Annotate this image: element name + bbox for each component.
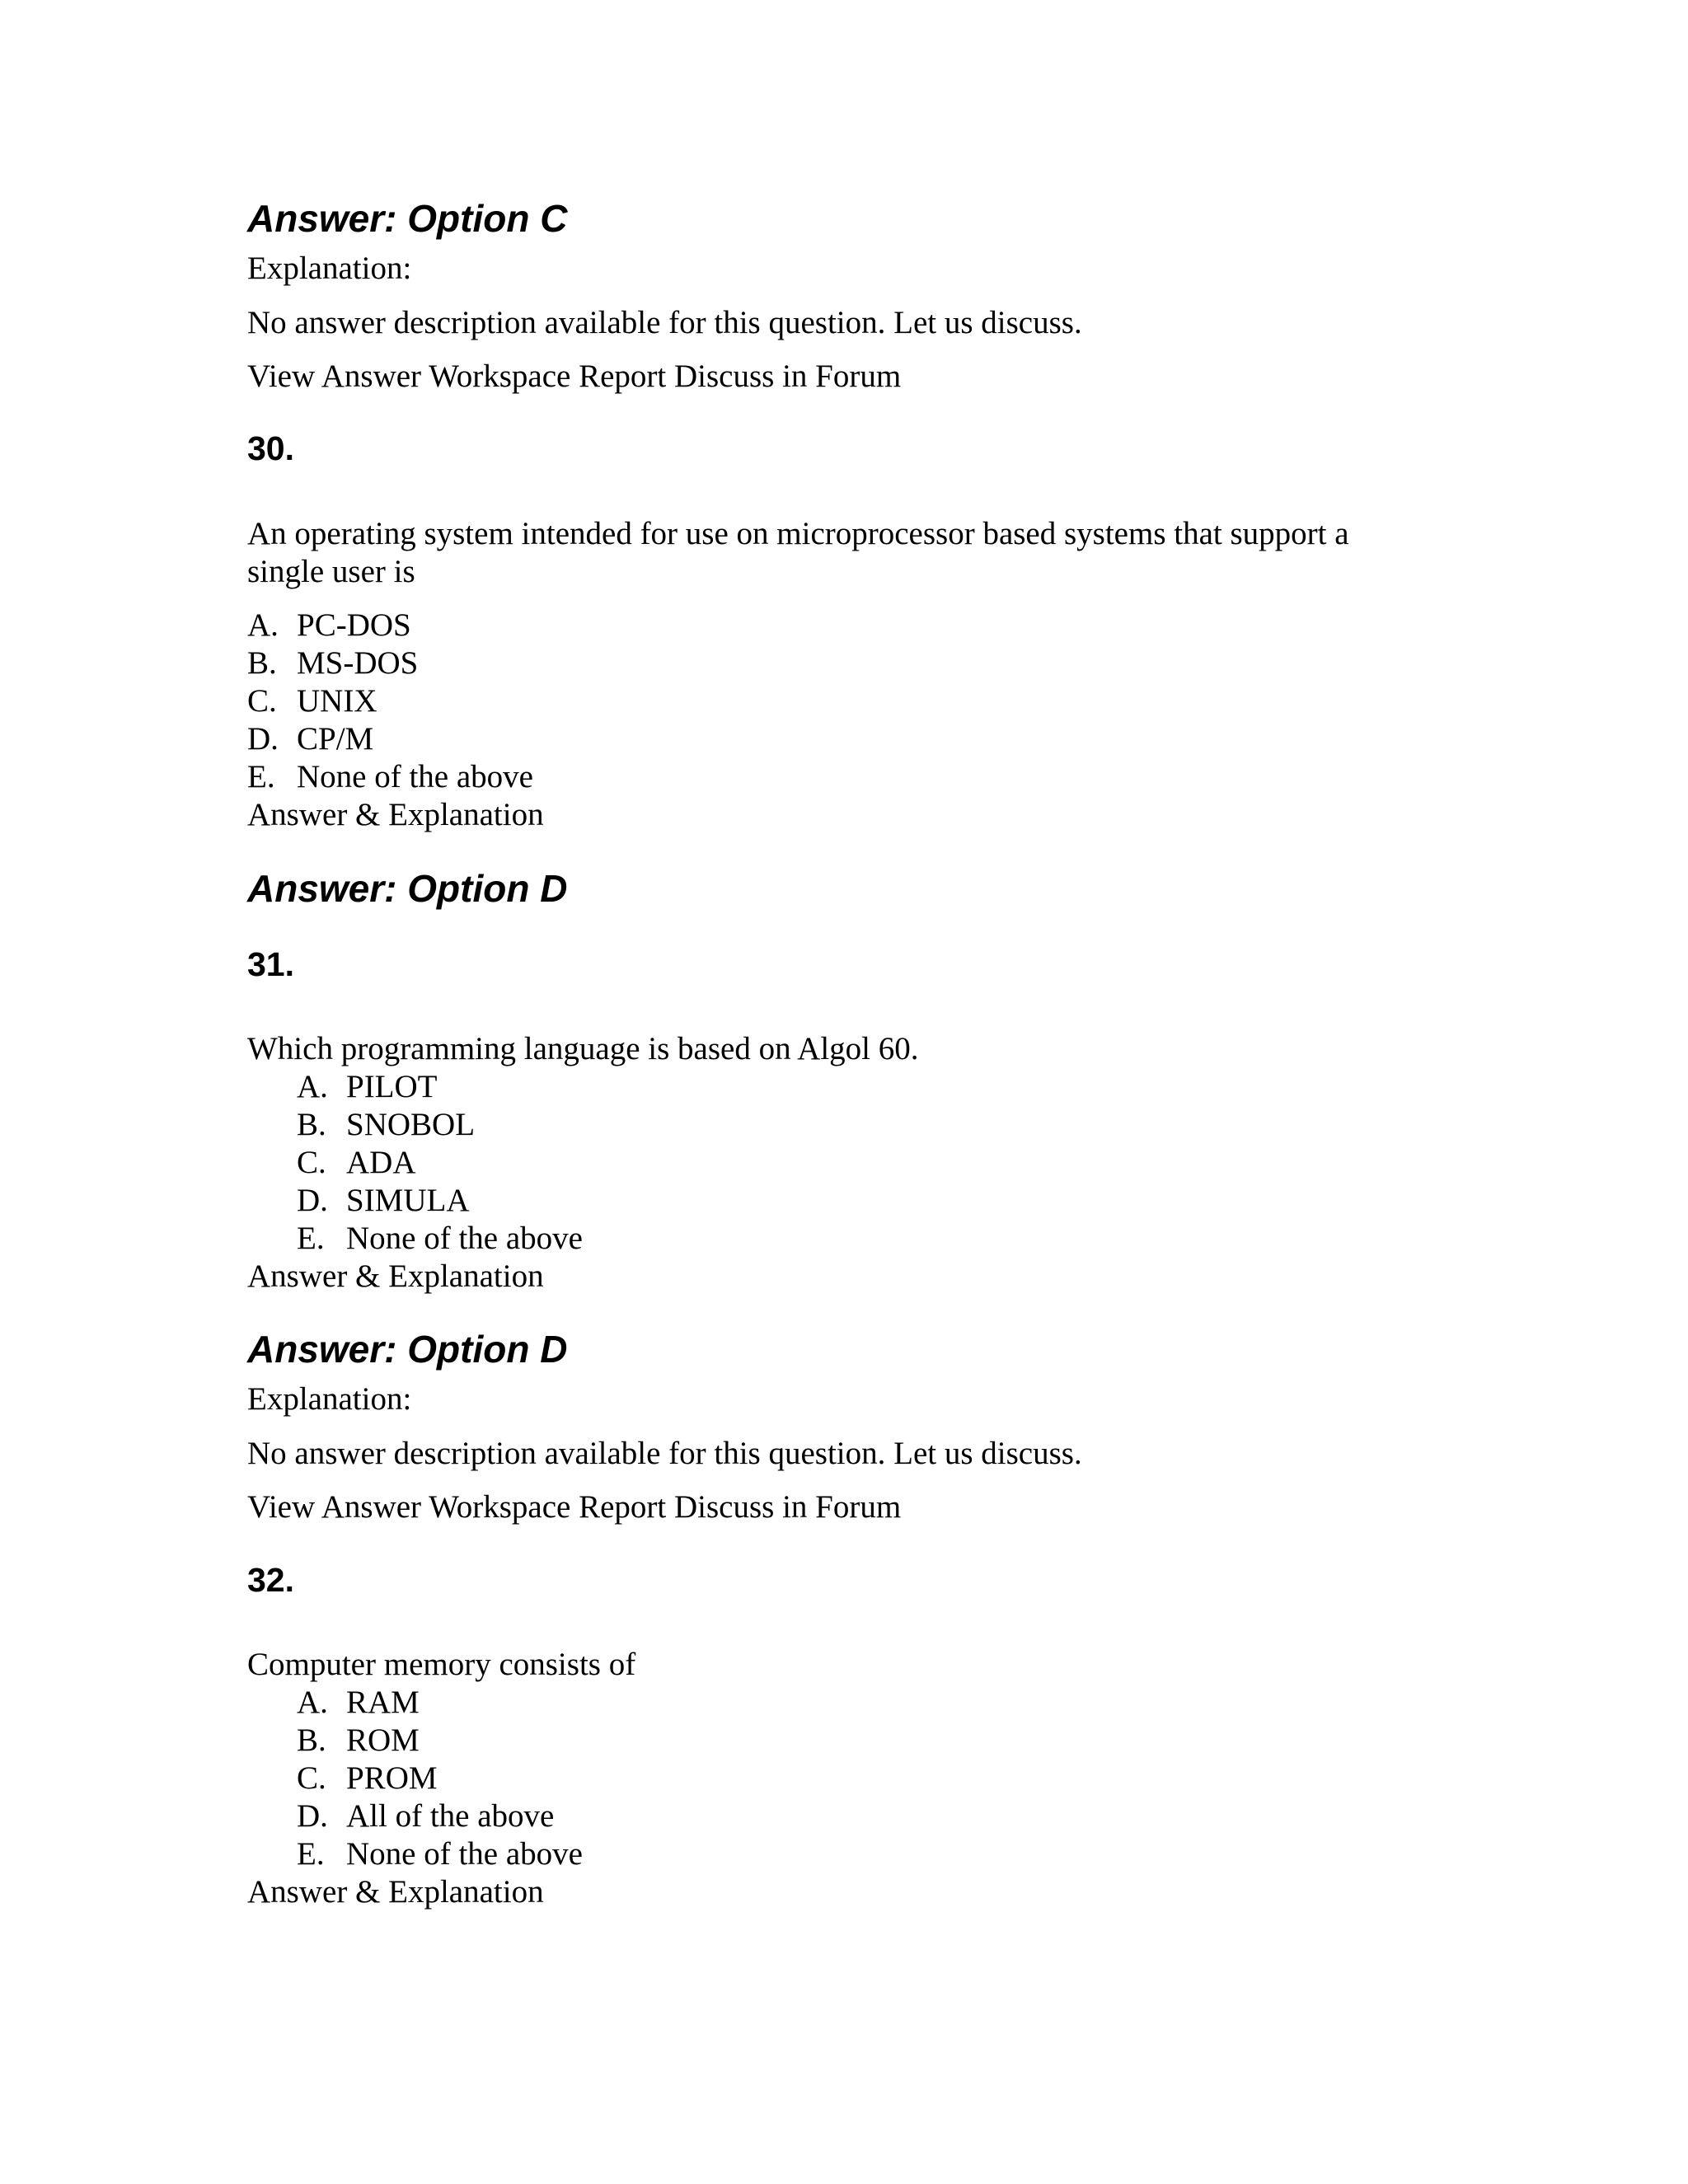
option-letter: D. [297, 1798, 328, 1834]
question-text: Which programming language is based on Algol 60. [247, 1031, 919, 1066]
option-item[interactable] [247, 1722, 1442, 1760]
option-letter: C. [297, 1760, 326, 1796]
option-item[interactable] [247, 1760, 1442, 1797]
option-item[interactable] [247, 720, 1442, 758]
option-letter: B. [297, 1107, 326, 1142]
answer-heading: Answer: Option D [247, 1328, 568, 1371]
question-number: 31. [247, 945, 294, 983]
answer-toggle[interactable]: Answer & Explanation [247, 797, 544, 832]
option-text: None of the above [346, 1836, 583, 1872]
option-letter: E. [297, 1221, 325, 1256]
question-text: Computer memory consists of [247, 1647, 636, 1682]
option-text: RAM [346, 1685, 420, 1720]
option-text: CP/M [297, 721, 374, 757]
option-item[interactable] [247, 1106, 1442, 1144]
option-letter: C. [247, 683, 277, 719]
option-text: None of the above [297, 759, 533, 794]
option-text: SIMULA [346, 1183, 470, 1218]
explanation-label: Explanation: [247, 251, 412, 286]
option-text: ROM [346, 1722, 420, 1758]
option-list [247, 1684, 1442, 1911]
question-line: single user is [247, 554, 415, 589]
answer-links[interactable]: View Answer Workspace Report Discuss in Forum [247, 359, 902, 394]
option-letter: E. [247, 759, 275, 794]
option-letter: B. [297, 1722, 326, 1758]
answer-heading: Answer: Option C [247, 197, 568, 240]
option-text: PROM [346, 1760, 438, 1796]
answer-links[interactable]: View Answer Workspace Report Discuss in Forum [247, 1489, 902, 1525]
option-text: All of the above [346, 1798, 555, 1834]
option-list [247, 1068, 1442, 1296]
option-item[interactable] [247, 1068, 1442, 1106]
option-text: ADA [346, 1145, 416, 1180]
option-text: PC-DOS [297, 607, 411, 643]
option-item[interactable] [247, 607, 1442, 644]
question-number: 30. [247, 429, 294, 467]
option-letter: A. [297, 1685, 328, 1720]
question-number: 32. [247, 1561, 294, 1599]
option-letter: A. [247, 607, 279, 643]
option-letter: C. [297, 1145, 326, 1180]
option-item[interactable] [247, 644, 1442, 682]
option-item[interactable] [247, 1182, 1442, 1220]
option-letter: D. [247, 721, 279, 757]
question-line: An operating system intended for use on microprocessor based systems that support a [247, 516, 1349, 551]
explanation-text: No answer description available for this question. Let us discuss. [247, 305, 1082, 340]
option-item[interactable] [247, 758, 1442, 796]
answer-heading: Answer: Option D [247, 867, 568, 910]
explanation-label: Explanation: [247, 1381, 412, 1417]
option-item[interactable] [247, 1797, 1442, 1835]
answer-toggle[interactable]: Answer & Explanation [247, 1258, 544, 1294]
answer-toggle[interactable]: Answer & Explanation [247, 1874, 544, 1910]
option-text: MS-DOS [297, 645, 419, 681]
option-text: PILOT [346, 1069, 438, 1104]
option-list [247, 607, 1442, 834]
option-text: UNIX [297, 683, 377, 719]
option-item[interactable] [247, 1835, 1442, 1873]
option-letter: B. [247, 645, 277, 681]
option-letter: A. [297, 1069, 328, 1104]
option-text: SNOBOL [346, 1107, 476, 1142]
option-letter: E. [297, 1836, 325, 1872]
option-item[interactable] [247, 1220, 1442, 1258]
option-text: None of the above [346, 1221, 583, 1256]
question-text [247, 515, 1442, 591]
option-item[interactable] [247, 1684, 1442, 1722]
option-item[interactable] [247, 682, 1442, 720]
option-item[interactable] [247, 1144, 1442, 1182]
explanation-text: No answer description available for this question. Let us discuss. [247, 1436, 1082, 1471]
option-letter: D. [297, 1183, 328, 1218]
